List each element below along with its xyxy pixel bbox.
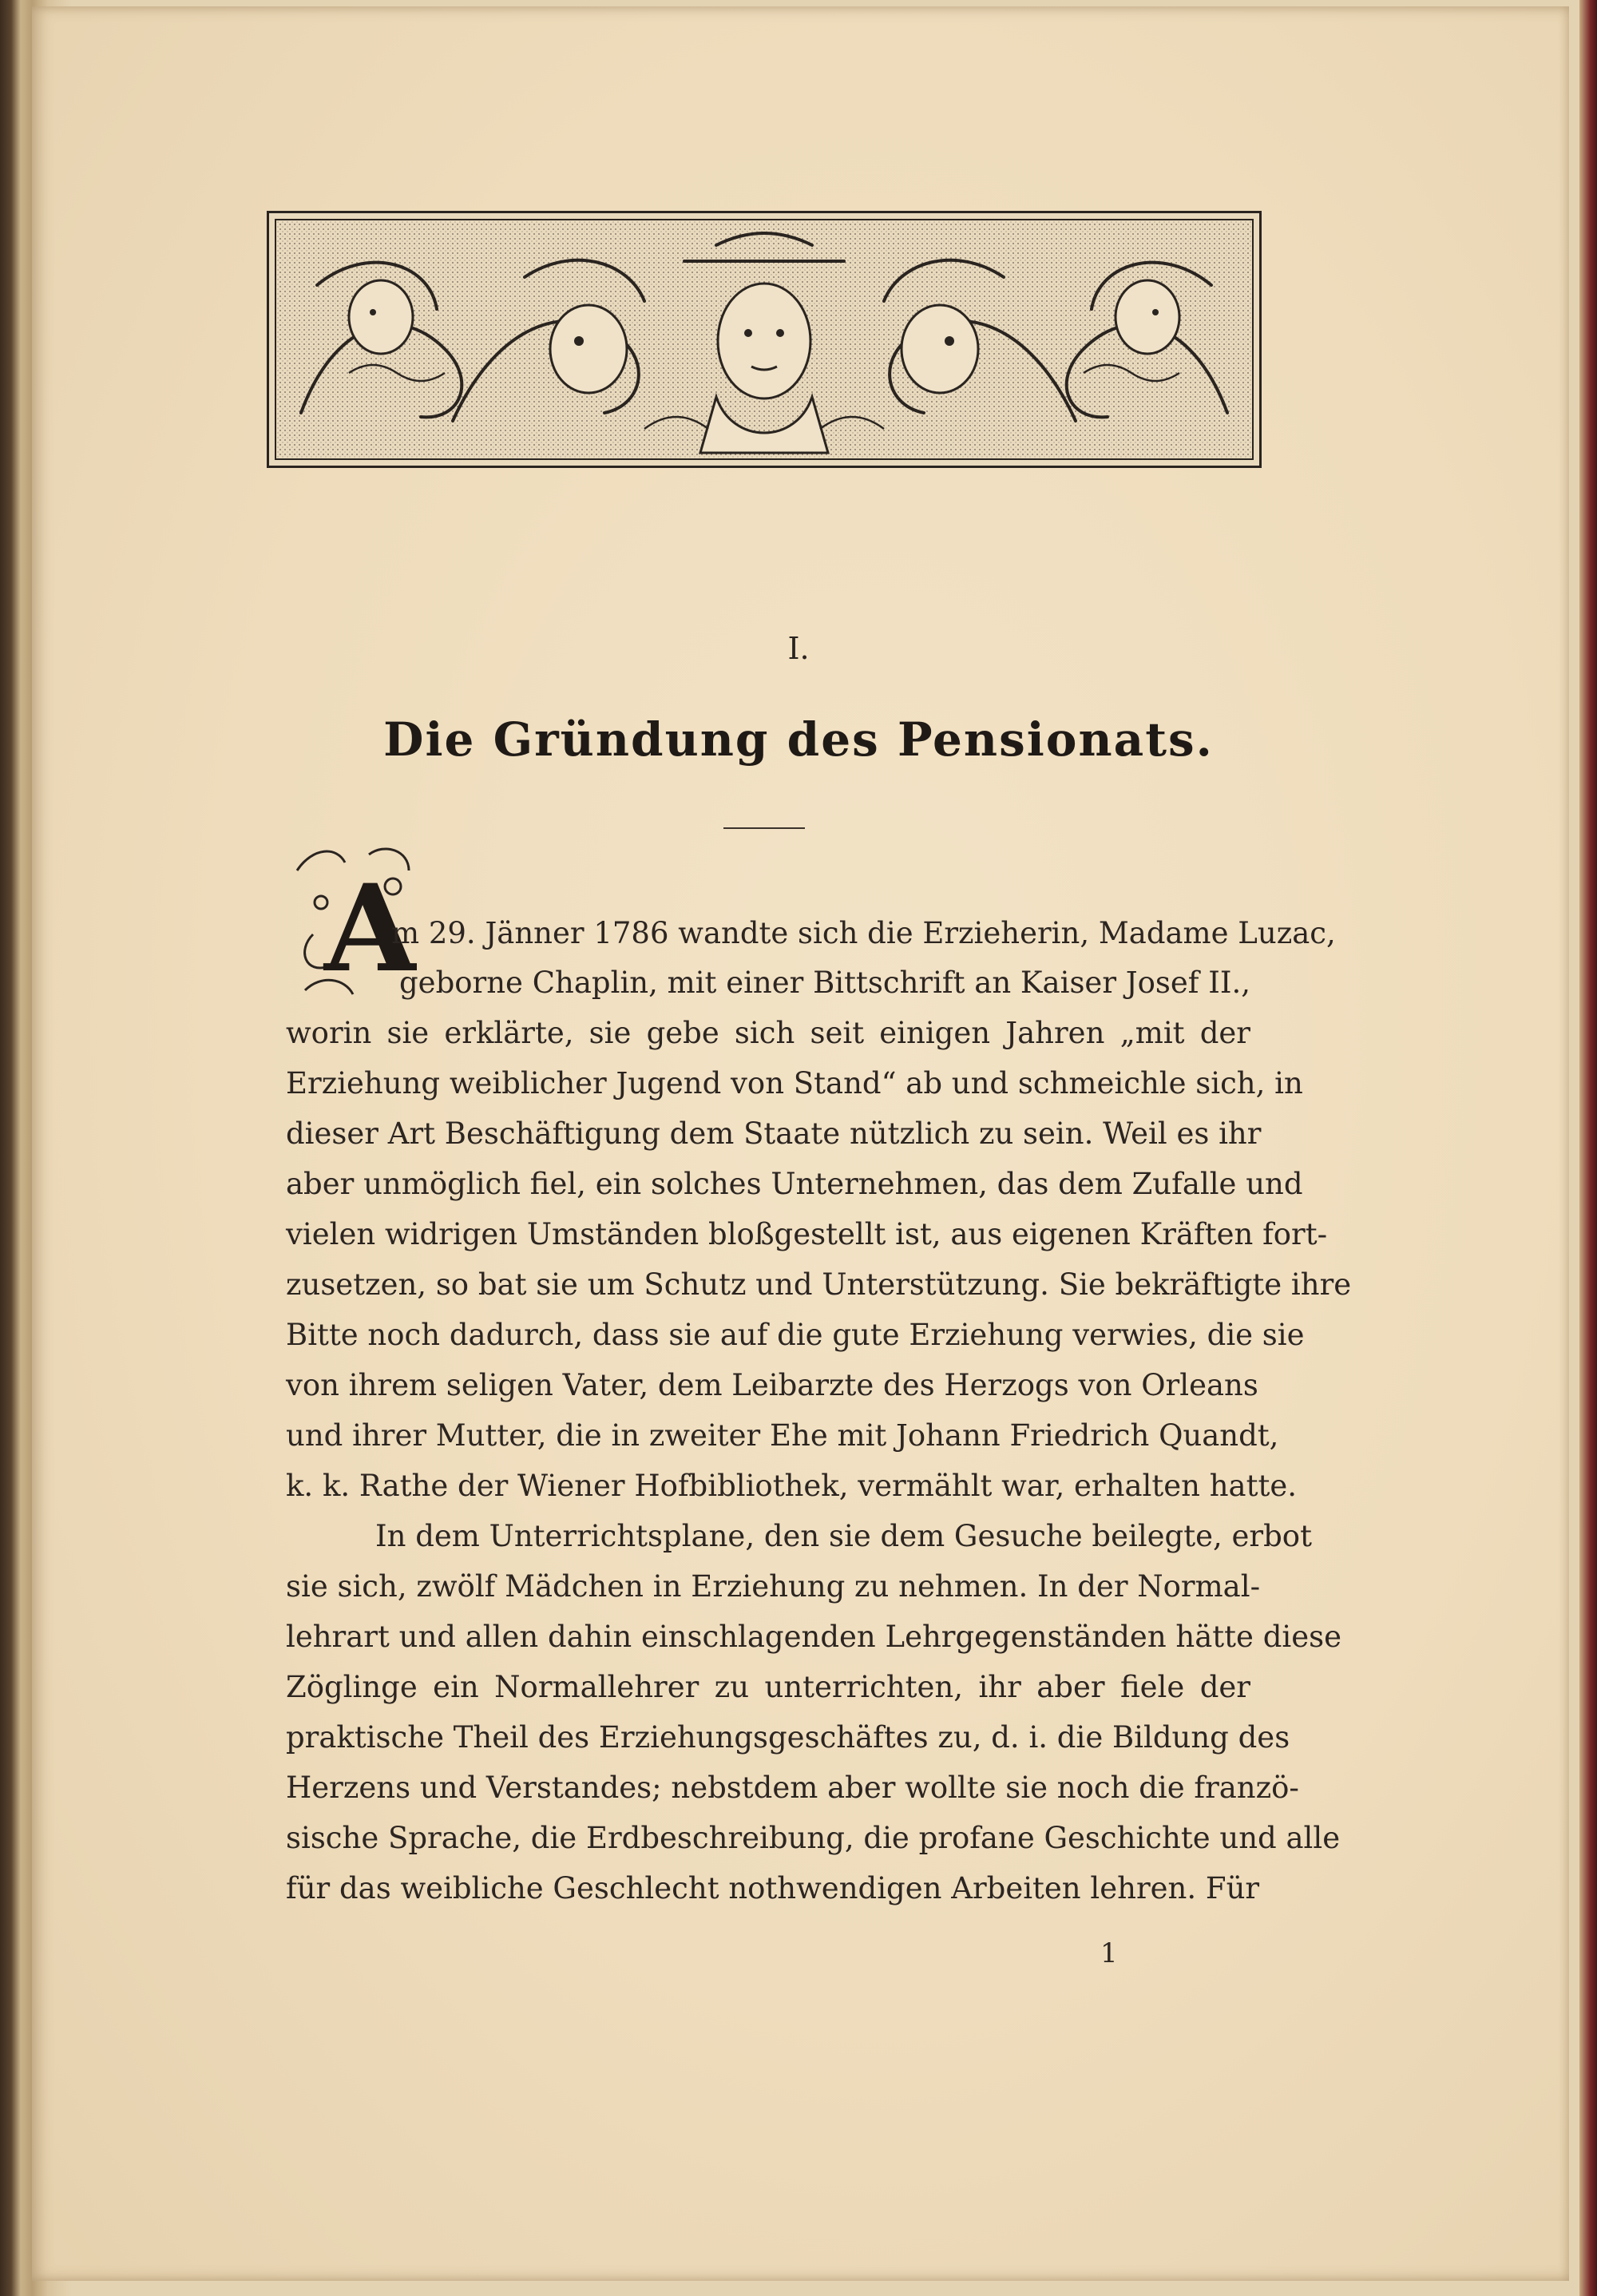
- text-line-3: worin sie erklärte, sie gebe sich seit einigen Jahren „mit der: [286, 1016, 1250, 1050]
- text-line-19: sische Sprache, die Erdbeschreibung, die profane Geschichte und alle: [286, 1821, 1341, 1855]
- text-line-12: k. k. Rathe der Wiener Hofbibliothek, vermählt war, erhalten hatte.: [286, 1469, 1297, 1503]
- title-divider: [723, 827, 805, 829]
- text-line-4: Erziehung weiblicher Jugend von Stand“ ab und schmeichle sich, in: [286, 1066, 1303, 1100]
- text-line-8: zusetzen, so bat sie um Schutz und Unterstützung. Sie bekräftigte ihre: [286, 1267, 1352, 1302]
- initial-letter: A: [324, 859, 417, 999]
- text-line-11: und ihrer Mutter, die in zweiter Ehe mit Johann Friedrich Quandt,: [286, 1418, 1279, 1453]
- text-line-2: geborne Chaplin, mit einer Bittschrift an Kaiser Josef II.,: [399, 966, 1250, 1000]
- text-line-16: Zöglinge ein Normallehrer zu unterrichten, ihr aber fiele der: [286, 1670, 1250, 1704]
- book-cover-edge: [1579, 0, 1597, 2296]
- text-line-5: dieser Art Beschäftigung dem Staate nützlich zu sein. Weil es ihr: [286, 1116, 1262, 1151]
- text-line-15: lehrart und allen dahin einschlagenden Lehrgegenständen hätte diese: [286, 1620, 1341, 1654]
- headpiece-ornament: [267, 211, 1262, 468]
- text-line-20: für das weibliche Geschlecht nothwendigen Arbeiten lehren. Für: [286, 1871, 1260, 1905]
- text-line-6: aber unmöglich fiel, ein solches Unternehmen, das dem Zufalle und: [286, 1167, 1303, 1201]
- chapter-title: Die Gründung des Pensionats.: [383, 712, 1214, 767]
- text-line-10: von ihrem seligen Vater, dem Leibarzte des Herzogs von Orleans: [286, 1368, 1258, 1402]
- page-number: 1: [1100, 1937, 1118, 1969]
- text-line-14: sie sich, zwölf Mädchen in Erziehung zu nehmen. In der Normal-: [286, 1569, 1261, 1604]
- text-line-18: Herzens und Verstandes; nebstdem aber wollte sie noch die franzö-: [286, 1771, 1299, 1805]
- text-line-9: Bitte noch dadurch, dass sie auf die gute Erziehung verwies, die sie: [286, 1318, 1305, 1352]
- text-line-7: vielen widrigen Umständen bloßgestellt ist, aus eigenen Kräften fort-: [286, 1217, 1328, 1251]
- text-line-17: praktische Theil des Erziehungsgeschäftes zu, d. i. die Bildung des: [286, 1720, 1290, 1755]
- ornament-engraving: [269, 213, 1259, 466]
- text-line-13: In dem Unterrichtsplane, den sie dem Gesuche beilegte, erbot: [375, 1519, 1312, 1553]
- text-line-1: m 29. Jänner 1786 wandte sich die Erzieherin, Madame Luzac,: [391, 916, 1336, 950]
- chapter-number: I.: [787, 631, 810, 666]
